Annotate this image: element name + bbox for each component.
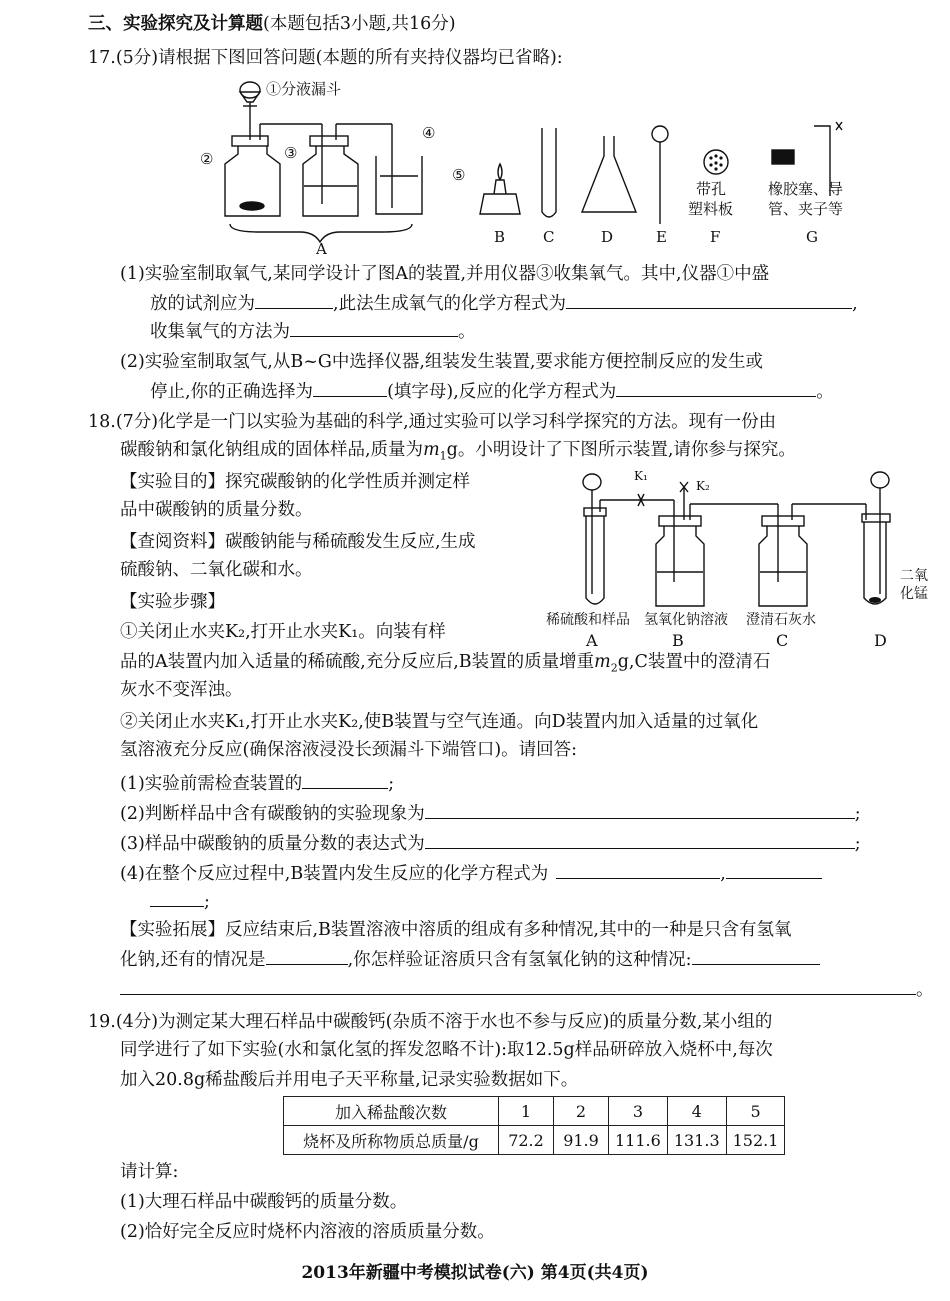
table-header-count: 加入稀盐酸次数 [284, 1097, 499, 1126]
fig17-letter-A: A [316, 240, 327, 256]
q18-line2-b: g。小明设计了下图所示装置,请你参与探究。 [446, 440, 796, 460]
q18-ext-text-b: ,你怎样验证溶质只含有氢氧化钠的这种情况: [347, 950, 692, 970]
fig17-letter-B: B [494, 228, 506, 246]
q17-p2-text-b: (填字母),反应的化学方程式为 [387, 382, 617, 402]
q17-p1-text-c: 收集氧气的方法为 [150, 322, 290, 342]
fig17-letter-G: G [806, 228, 818, 246]
q17-p1-line1: (1)实验室制取氧气,某同学设计了图A的装置,并用仪器③收集氧气。其中,仪器①中盛 [120, 264, 770, 284]
q18-q4-cont [150, 888, 210, 914]
q17-header: 17.(5分)请根据下图回答问题(本题的所有夹持仪器均已省略): [88, 48, 563, 68]
fig17-letter-F: F [710, 228, 721, 246]
table-cell: 1 [499, 1097, 554, 1126]
fig18-letter-C: C [776, 631, 789, 650]
q18-answer-blank-4b[interactable] [726, 860, 822, 879]
fig17-G-caption-2: 管、夹子等 [768, 200, 844, 218]
q18-line4: 品中碳酸钠的质量分数。 [120, 500, 313, 520]
q18-q2 [120, 800, 861, 826]
q17-p2-text-a: 停止,你的正确选择为 [150, 382, 314, 402]
fig18-letter-A: A [586, 631, 598, 650]
q18-line12: 氢溶液充分反应(确保溶液浸没长颈漏斗下端管口)。请回答: [120, 740, 578, 760]
fig17-label-4: ④ [422, 124, 436, 142]
q18-line5: 【查阅资料】碳酸钠能与稀硫酸发生反应,生成 [120, 532, 476, 552]
fig18-label-C: 澄清石灰水 [746, 612, 816, 628]
fig17-F-caption-2: 塑料板 [688, 200, 734, 218]
q17-p2-line2 [150, 378, 834, 404]
q19-ask-2: (2)恰好完全反应时烧杯内溶液的溶质质量分数。 [120, 1222, 495, 1242]
table-cell: 2 [554, 1097, 609, 1126]
q17-answer-blank-method[interactable] [290, 318, 458, 337]
q18-m1-symbol: m [423, 440, 440, 460]
table-cell: 111.6 [609, 1126, 668, 1155]
q18-m2-symbol: m [594, 652, 611, 672]
q18-q1-end: ; [388, 774, 395, 794]
q18-answer-blank-1[interactable] [302, 770, 388, 789]
q18-q4-comma: , [720, 864, 726, 884]
q19-ask: 请计算: [120, 1162, 179, 1182]
table-cell: 4 [667, 1097, 726, 1126]
q18-ext-text-a: 化钠,还有的情况是 [120, 950, 266, 970]
fig18-label-B: 氢氧化钠溶液 [644, 612, 728, 628]
q17-answer-blank-reagent[interactable] [255, 290, 333, 309]
q18-q2-text: (2)判断样品中含有碳酸钠的实验现象为 [120, 804, 425, 824]
section-title: 三、实验探究及计算题 [88, 14, 263, 34]
q18-line6: 硫酸钠、二氧化碳和水。 [120, 560, 313, 580]
q18-q1 [120, 770, 394, 796]
q18-q4-text: (4)在整个反应过程中,B装置内发生反应的化学方程式为 [120, 864, 549, 884]
q18-line8: ①关闭止水夹K₂,打开止水夹K₁。向装有样 [120, 622, 446, 642]
q18-ext-line2 [120, 946, 820, 972]
table-cell: 152.1 [726, 1126, 785, 1155]
q18-q3-end: ; [854, 834, 861, 854]
q18-ext-line1: 【实验拓展】反应结束后,B装置溶液中溶质的组成有多种情况,其中的一种是只含有氢氧 [120, 920, 792, 940]
q18-answer-blank-4a[interactable] [556, 860, 720, 879]
q18-line11: ②关闭止水夹K₁,打开止水夹K₂,使B装置与空气连通。向D装置内加入适量的过氧化 [120, 712, 759, 732]
fig17-label-3: ③ [284, 144, 298, 162]
fig18-letter-B: B [672, 631, 684, 650]
q18-line7: 【实验步骤】 [120, 592, 225, 612]
q18-line10: 灰水不变浑浊。 [120, 680, 243, 700]
q19-ask-1: (1)大理石样品中碳酸钙的质量分数。 [120, 1192, 408, 1212]
fig17-letter-D: D [601, 228, 614, 246]
table-row [284, 1126, 785, 1155]
table-cell: 131.3 [667, 1126, 726, 1155]
fig18-label-A: 稀硫酸和样品 [546, 612, 630, 628]
q18-answer-blank-ext2[interactable] [692, 946, 820, 965]
q18-ext-end: 。 [916, 980, 934, 1000]
q17-p1-line2: 放的试剂应为 ,此法生成氧气的化学方程式为 , [150, 290, 858, 316]
q17-answer-blank-choice[interactable] [313, 378, 387, 397]
table-header-mass: 烧杯及所称物质总质量/g [284, 1126, 499, 1155]
q18-answer-blank-4c[interactable] [150, 888, 204, 907]
q17-p1-line3 [150, 318, 476, 344]
fig17-G-caption-1: 橡胶塞、导 [768, 180, 844, 198]
q18-line9-b: g,C装置中的澄清石 [617, 652, 771, 672]
q18-answer-blank-2[interactable] [425, 800, 855, 819]
table-cell: 3 [609, 1097, 668, 1126]
q18-line1: 18.(7分)化学是一门以实验为基础的科学,通过实验可以学习科学探究的方法。现有一份由 [88, 412, 777, 432]
section-note: (本题包括3小题,共16分) [263, 14, 456, 34]
q17-p1-text-b: ,此法生成氧气的化学方程式为 [333, 294, 567, 314]
fig18-K1: K₁ [634, 469, 648, 483]
q18-line2-a: 碳酸钠和氯化钠组成的固体样品,质量为 [120, 440, 424, 460]
q18-answer-blank-ext1[interactable] [266, 946, 348, 965]
q18-line9-a: 品的A装置内加入适量的稀硫酸,充分反应后,B装置的质量增重 [120, 652, 595, 672]
q18-m2-subscript: 2 [610, 661, 618, 675]
q17-p2-text-c: 。 [816, 382, 834, 402]
q18-ext-line3 [120, 976, 934, 1002]
fig17-label-1: ①分液漏斗 [266, 80, 342, 98]
q18-q4-end: ; [204, 892, 210, 912]
q17-p1-text-a: 放的试剂应为 [150, 294, 255, 314]
q18-m1-subscript: 1 [439, 449, 447, 463]
q17-answer-blank-equation[interactable] [566, 290, 852, 309]
q18-q3-text: (3)样品中碳酸钠的质量分数的表达式为 [120, 834, 425, 854]
q18-q3 [120, 830, 861, 856]
table-row [284, 1097, 785, 1126]
q18-line2 [120, 438, 796, 469]
q17-answer-blank-h2-equation[interactable] [616, 378, 816, 397]
fig17-label-2: ② [200, 150, 214, 168]
q19-data-table [283, 1096, 785, 1155]
fig17-label-5: ⑤ [452, 166, 466, 184]
q18-answer-blank-3[interactable] [425, 830, 855, 849]
q17-p2-line1: (2)实验室制取氢气,从B~G中选择仪器,组装发生装置,要求能方便控制反应的发生或 [120, 352, 763, 372]
q18-figure [544, 466, 944, 652]
table-cell: 72.2 [499, 1126, 554, 1155]
fig18-letter-D: D [874, 631, 887, 650]
table-cell: 5 [726, 1097, 785, 1126]
fig17-letter-C: C [543, 228, 555, 246]
q18-q4 [120, 860, 822, 886]
section-title-row [88, 12, 456, 36]
q17-p1-text-d: 。 [458, 322, 476, 342]
table-cell: 91.9 [554, 1126, 609, 1155]
fig18-label-D1: 二氧 [900, 568, 928, 584]
q18-line9 [120, 650, 770, 681]
fig17-letter-E: E [656, 228, 667, 246]
q19-line1: 19.(4分)为测定某大理石样品中碳酸钙(杂质不溶于水也不参与反应)的质量分数,某小组的 [88, 1012, 773, 1032]
q18-q1-text: (1)实验前需检查装置的 [120, 774, 303, 794]
q19-line2: 同学进行了如下实验(水和氯化氢的挥发忽略不计):取12.5g样品研碎放入烧杯中,每次 [120, 1040, 773, 1060]
fig18-label-D2: 化锰 [900, 586, 928, 602]
fig18-K2: K₂ [696, 479, 710, 493]
page-footer: 2013年新疆中考模拟试卷(六) 第4页(共4页) [301, 1263, 649, 1283]
q18-answer-blank-ext3[interactable] [120, 976, 916, 995]
q18-q2-end: ; [854, 804, 861, 824]
q19-line3: 加入20.8g稀盐酸后并用电子天平称量,记录实验数据如下。 [120, 1070, 579, 1090]
q17-figure [190, 76, 870, 256]
q18-line3: 【实验目的】探究碳酸钠的化学性质并测定样 [120, 472, 470, 492]
fig17-F-caption-1: 带孔 [696, 180, 727, 198]
